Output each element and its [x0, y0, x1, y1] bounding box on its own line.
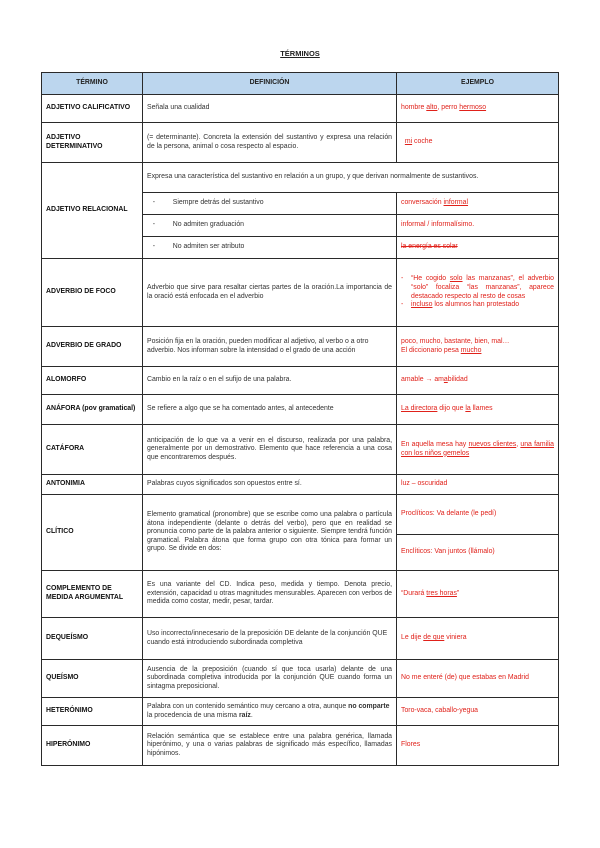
- example-cell: Proclíticos: Va delante (le pedí): [397, 495, 559, 535]
- table-row: [42, 395, 559, 425]
- table-row: [42, 495, 559, 535]
- example-cell: [397, 123, 559, 163]
- definition-cell: Se refiere a algo que se ha comentado antes, al antecedente: [143, 395, 397, 425]
- table-row: [42, 425, 559, 475]
- definition-cell: Palabras cuyos significados son opuestos entre sí.: [143, 475, 397, 495]
- example-highlight: tres horas: [426, 589, 457, 597]
- header-example: EJEMPLO: [397, 73, 559, 95]
- dash-marker: -: [152, 199, 156, 207]
- definition-text: .: [250, 711, 253, 719]
- terms-table: [41, 72, 559, 766]
- example-highlight: hermoso: [459, 104, 487, 112]
- header-definition: DEFINICIÓN: [143, 73, 397, 95]
- example-cell: [397, 327, 559, 367]
- example-cell: Flores: [397, 726, 559, 766]
- example-text: conversación: [401, 199, 444, 207]
- definition-text: la procedencia de una misma: [147, 711, 239, 719]
- definition-cell: Relación semántica que se establece entre una palabra genérica, llamada hiperónimo, y una o varias palabras de significado más específico, llamadas hipónimos.: [143, 726, 397, 766]
- table-row: [42, 571, 559, 618]
- example-highlight: mucho: [460, 346, 482, 354]
- example-highlight: incluso: [411, 301, 433, 309]
- table-row: [42, 475, 559, 495]
- subpoint-cell: [143, 193, 397, 215]
- term-cell: HIPERÓNIMO: [42, 726, 143, 766]
- term-cell: ANÁFORA (pov gramatical): [42, 395, 143, 425]
- term-cell: ALOMORFO: [42, 367, 143, 395]
- definition-cell: (= determinante). Concreta la extensión del sustantivo y expresa una relación de la persona, animal o cosa respecto al espacio.: [143, 123, 397, 163]
- example-cell: Enclíticos: Van juntos (llámalo): [397, 535, 559, 571]
- term-cell: ANTONIMIA: [42, 475, 143, 495]
- table-row: [42, 259, 559, 327]
- example-cell: [397, 259, 559, 327]
- example-cell: luz – oscuridad: [397, 475, 559, 495]
- table-row: [42, 367, 559, 395]
- example-cell: informal / informalísimo.: [397, 215, 559, 237]
- table-row: [42, 123, 559, 163]
- term-cell: ADJETIVO CALIFICATIVO: [42, 95, 143, 123]
- example-text: , perro: [437, 104, 460, 112]
- example-text: “Durará: [401, 589, 427, 597]
- term-cell: DEQUEÍSMO: [42, 618, 143, 660]
- example-cell: [397, 367, 559, 395]
- example-cell: [397, 95, 559, 123]
- subpoint-text: No admiten ser atributo: [172, 243, 245, 251]
- definition-cell: Señala una cualidad: [143, 95, 397, 123]
- table-row: [42, 660, 559, 698]
- example-highlight: La directora: [401, 405, 438, 413]
- example-highlight: alto: [426, 104, 438, 112]
- example-highlight: de que: [423, 634, 445, 642]
- definition-cell: Uso incorrecto/innecesario de la preposición DE delante de la conjunción QUE cuando está introduciendo subordinada completiva: [143, 618, 397, 660]
- example-text: “He cogido: [411, 275, 450, 283]
- list-item: [401, 301, 554, 310]
- subpoint-cell: [143, 215, 397, 237]
- example-cell: [397, 425, 559, 475]
- term-cell: COMPLEMENTO DE MEDIDA ARGUMENTAL: [42, 571, 143, 618]
- example-list: [401, 275, 554, 309]
- example-text: llames: [470, 405, 493, 413]
- example-text: ”: [456, 589, 460, 597]
- definition-text: Palabra con un contenido semántico muy cercano a otra, aunque: [147, 702, 349, 710]
- page-title: TÉRMINOS: [280, 49, 320, 58]
- example-cell: [397, 193, 559, 215]
- example-cell: [397, 571, 559, 618]
- term-cell: QUEÍSMO: [42, 660, 143, 698]
- table-row: [42, 726, 559, 766]
- example-text: hombre: [401, 104, 427, 112]
- table-row: [42, 95, 559, 123]
- example-highlight: una familia con los niños gemelos: [401, 440, 554, 457]
- example-text: los alumnos han protestado: [432, 301, 520, 309]
- example-cell: Toro-vaca, caballo-yegua: [397, 698, 559, 726]
- list-item: [401, 275, 554, 301]
- example-cell: [397, 618, 559, 660]
- example-text: viniera: [444, 634, 467, 642]
- example-highlight: la: [465, 405, 471, 413]
- term-cell: ADJETIVO DETERMINATIVO: [42, 123, 143, 163]
- example-text: coche: [412, 138, 433, 146]
- definition-cell: anticipación de lo que va a venir en el discurso, realizada por una palabra, generalmente por un demostrativo. Elemento que hace referencia a una cosa que encontraremos después.: [143, 425, 397, 475]
- table-row: [42, 698, 559, 726]
- term-cell: CATÁFORA: [42, 425, 143, 475]
- header-term: TÉRMINO: [42, 73, 143, 95]
- example-highlight: informal: [443, 199, 469, 207]
- example-cell: [397, 395, 559, 425]
- definition-emphasis: no comparte: [348, 702, 390, 710]
- example-line: [401, 347, 554, 356]
- example-text: Le dije: [401, 634, 424, 642]
- term-cell: CLÍTICO: [42, 495, 143, 571]
- example-highlight: nuevos clientes: [468, 440, 517, 448]
- definition-cell: Cambio en la raíz o en el sufijo de una palabra.: [143, 367, 397, 395]
- dash-marker: -: [152, 221, 156, 229]
- subpoint-cell: [143, 237, 397, 259]
- term-cell: ADVERBIO DE GRADO: [42, 327, 143, 367]
- term-cell: HETERÓNIMO: [42, 698, 143, 726]
- example-text: amable → am: [401, 376, 444, 384]
- example-text: ,: [516, 440, 521, 448]
- definition-cell: [143, 698, 397, 726]
- definition-cell: Adverbio que sirve para resaltar ciertas partes de la oración.La importancia de la oració está enfocada en el adverbio: [143, 259, 397, 327]
- definition-cell: Expresa una característica del sustantivo en relación a un grupo, y que derivan normalmente de sustantivos.: [143, 163, 559, 193]
- table-header-row: [42, 73, 559, 95]
- term-cell: ADVERBIO DE FOCO: [42, 259, 143, 327]
- subpoint-text: Siempre detrás del sustantivo: [172, 199, 264, 207]
- table-row: [42, 327, 559, 367]
- example-highlight: a: [443, 376, 448, 384]
- example-text: El diccionario pesa: [401, 346, 461, 354]
- example-highlight: solo: [449, 275, 463, 283]
- example-text: poco, mucho, bastante, bien, mal…: [401, 337, 510, 345]
- dash-marker: -: [152, 243, 156, 251]
- example-cell: No me enteré (de) que estabas en Madrid: [397, 660, 559, 698]
- example-cell: la energía es solar: [397, 237, 559, 259]
- term-cell: ADJETIVO RELACIONAL: [42, 163, 143, 259]
- example-text: En aquella mesa hay: [401, 440, 469, 448]
- example-text: dijo que: [437, 405, 466, 413]
- definition-cell: Es una variante del CD. Indica peso, medida y tiempo. Denota precio, extensión, capacidad u otras magnitudes mensurables. Aparecen con verbos de medida como costar, medir, pesar, tardar.: [143, 571, 397, 618]
- definition-cell: Elemento gramatical (pronombre) que se escribe como una palabra o partícula átona independiente (delante o detrás del verbo), pero que en realidad se pronuncia como parte de la palabra anterior o siguiente. Siempre tendrá función gramatical. Palabra átona que forma grupo con otra tónica para formar un grupo. Se divide en dos:: [143, 495, 397, 571]
- subpoint-text: No admiten graduación: [172, 221, 244, 229]
- definition-emphasis: raíz: [238, 711, 251, 719]
- example-text: las manzanas”, el adverbio “solo” focaliza “las manzanas”, aparece destacado respecto al resto de cosas: [411, 275, 554, 300]
- table-row: [42, 618, 559, 660]
- definition-cell: Posición fija en la oración, pueden modificar al adjetivo, al verbo o a otro adverbio. Nos informan sobre la intensidad o el grado de una acción: [143, 327, 397, 367]
- table-row: [42, 163, 559, 193]
- example-text: bilidad: [447, 376, 468, 384]
- example-highlight: mi: [404, 138, 413, 146]
- definition-cell: Ausencia de la preposición (cuando sí que toca usarla) delante de una subordinada completiva introducida por la conjunción QUE cuando forma un sintagma preposicional.: [143, 660, 397, 698]
